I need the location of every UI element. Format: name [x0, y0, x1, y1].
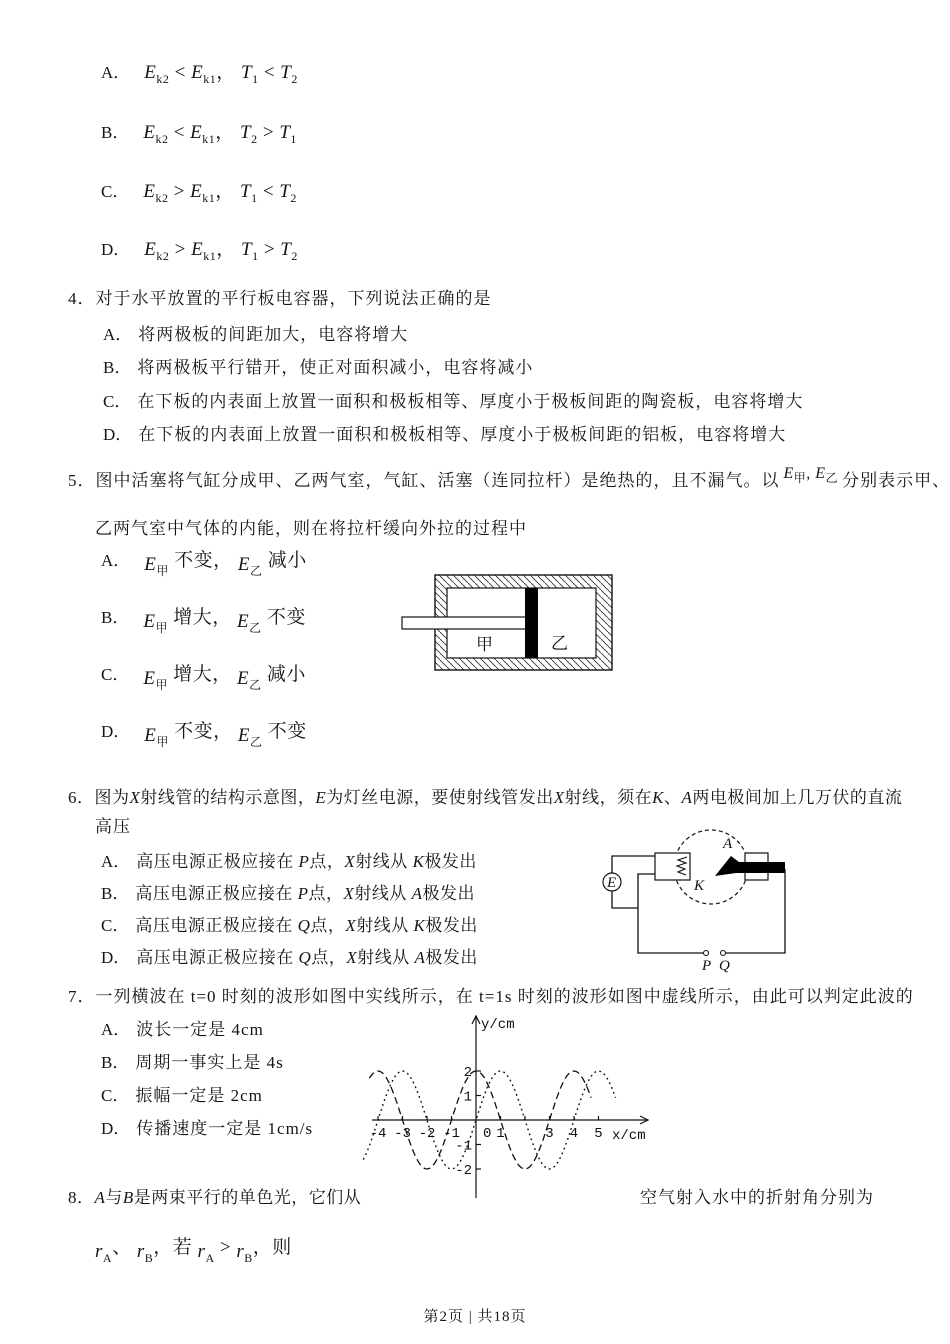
option-formula: $E_甲$ 增大， $E_乙$ 不变	[143, 607, 306, 635]
option-letter: C．	[103, 392, 132, 411]
option-letter: A．	[101, 551, 131, 570]
option-text: 将两极板平行错开，使正对面积减小，电容将减小	[137, 358, 534, 377]
q5-stem-line2: 乙两气室中气体的内能，则在将拉杆缓向外拉的过程中	[95, 519, 527, 538]
option-letter: D．	[101, 722, 131, 741]
option-formula: $E_甲$ 不变， $E_乙$ 减小	[144, 550, 307, 578]
option-letter: B．	[101, 123, 130, 142]
q7-option-d	[101, 1118, 313, 1140]
option-letter: A．	[101, 852, 131, 871]
pull-rod	[402, 617, 526, 629]
option-letter: C．	[101, 1086, 130, 1105]
label-terminal-q: Q	[719, 958, 730, 974]
option-letter: A．	[101, 63, 131, 82]
q3-option-d	[101, 239, 298, 261]
option-letter: A．	[101, 1020, 131, 1039]
terminal-q	[721, 951, 726, 956]
q7-stem: 7．一列横波在 t=0 时刻的波形如图中实线所示，在 t=1s 时刻的波形如图中虚线所示，由此可以判定此波的	[68, 987, 914, 1006]
x-tick-label: 3	[545, 1126, 554, 1142]
q3-option-c	[101, 181, 297, 203]
q5-option-b	[101, 607, 306, 635]
option-text: 将两极板的间距加大，电容将增大	[138, 325, 409, 344]
label-cathode: K	[694, 878, 705, 894]
y-tick-label: 2	[463, 1065, 472, 1081]
option-formula: 高压电源正极应接在 Q点，X射线从 A极发出	[136, 948, 478, 967]
option-formula: $E_{k2} > E_{k1}$， $T_1 < T_2$	[143, 181, 297, 205]
xray-tube-diagram	[595, 812, 895, 977]
option-letter: D．	[101, 1119, 131, 1138]
y-tick-label: -2	[455, 1163, 472, 1179]
q8-stem-text-left: 8．A与B是两束平行的单色光，它们从	[68, 1188, 362, 1207]
option-letter: A．	[103, 325, 133, 344]
chamber-label-right: 乙	[551, 634, 568, 653]
option-letter: B．	[101, 1053, 130, 1072]
option-text: 在下板的内表面上放置一面积和极板相等、厚度小于极板间距的陶瓷板，电容将增大	[137, 392, 804, 411]
q8-stem-right: 空气射入水中的折射角分别为	[640, 1188, 874, 1207]
x-tick-label: -3	[394, 1126, 411, 1142]
q8-stem-left	[68, 1187, 361, 1209]
q6-option-c	[101, 915, 478, 937]
option-formula: $E_{k2} < E_{k1}$， $T_2 > T_1$	[143, 122, 297, 146]
terminal-p	[704, 951, 709, 956]
q7-option-b	[101, 1052, 284, 1074]
q8-formula: $r_A$、 $r_B$，若 $r_A > r_B$，则	[95, 1237, 292, 1265]
x-tick-label: -1	[443, 1126, 460, 1142]
q6-stem-line2: 高压	[95, 817, 131, 836]
option-formula: $E_甲$ 不变， $E_乙$ 不变	[144, 721, 307, 749]
x-tick-label: 1	[496, 1126, 505, 1142]
option-formula: 高压电源正极应接在 Q点，X射线从 K极发出	[135, 916, 478, 935]
option-formula: 高压电源正极应接在 P点，X射线从 K极发出	[136, 852, 477, 871]
y-tick-label: 1	[463, 1089, 472, 1106]
label-terminal-p: P	[702, 958, 712, 974]
option-letter: B．	[101, 884, 130, 903]
option-formula: $E_甲$ 增大， $E_乙$ 减小	[143, 664, 306, 692]
option-text: 振幅一定是 2cm	[135, 1086, 263, 1105]
wire-anode-lead	[726, 869, 785, 953]
wire-filament-top	[612, 856, 655, 873]
x-tick-label: 5	[594, 1126, 603, 1142]
option-letter: B．	[103, 358, 132, 377]
q7-option-a	[101, 1019, 264, 1041]
option-formula: 高压电源正极应接在 P点，X射线从 A极发出	[135, 884, 476, 903]
q6-option-a	[101, 851, 477, 873]
q4-option-b	[103, 357, 533, 379]
q3-option-a	[101, 62, 298, 84]
option-letter: C．	[101, 665, 130, 684]
q4-stem: 4．对于水平放置的平行板电容器，下列说法正确的是	[68, 289, 492, 308]
y-axis-label: y/cm	[481, 1017, 515, 1033]
option-formula: $E_{k2} < E_{k1}$， $T_1 < T_2$	[144, 62, 298, 86]
q6-stem-line1	[68, 787, 902, 809]
q5-stem-line1	[68, 465, 950, 493]
label-filament-source: E	[607, 875, 617, 891]
q7-option-c	[101, 1085, 263, 1107]
option-formula: $E_{k2} > E_{k1}$， $T_1 > T_2$	[144, 239, 298, 263]
piston	[525, 588, 538, 658]
q6-stem-text: 6．图为X射线管的结构示意图，E为灯丝电源，要使射线管发出X射线，须在K、A两电极间加上几万伏的直流	[68, 788, 903, 807]
x-tick-label: 0	[483, 1126, 492, 1142]
x-tick-label: -2	[418, 1126, 436, 1142]
option-letter: C．	[101, 916, 130, 935]
y-tick-label: -1	[455, 1138, 472, 1155]
option-text: 传播速度一定是 1cm/s	[136, 1119, 314, 1138]
option-text: 波长一定是 4cm	[136, 1020, 264, 1039]
label-anode: A	[723, 836, 733, 852]
x-axis-label: x/cm	[612, 1128, 646, 1144]
cathode-sleeve	[655, 853, 690, 880]
q5-stem-pre: 5．图中活塞将气缸分成甲、乙两气室，气缸、活塞（连同拉杆）是绝热的，且不漏气。以	[68, 471, 780, 490]
x-tick-label: 4	[569, 1126, 579, 1142]
q5-option-a	[101, 550, 307, 578]
q3-option-b	[101, 122, 297, 144]
q5-stem-post: 分别表示甲、	[842, 471, 950, 490]
page-footer: 第2页 | 共18页	[423, 1309, 527, 1325]
q4-option-a	[103, 324, 408, 346]
wave-chart	[360, 1008, 660, 1203]
q4-option-c	[103, 391, 803, 413]
option-letter: C．	[101, 182, 130, 201]
x-tick-label: -4	[369, 1126, 387, 1142]
chamber-label-left: 甲	[476, 635, 493, 654]
option-letter: B．	[101, 608, 130, 627]
q5-stem-formula: $E_甲$, $E_乙$	[783, 465, 839, 486]
q5-option-c	[101, 664, 306, 692]
option-letter: D．	[101, 948, 131, 967]
q6-option-b	[101, 883, 475, 905]
option-text: 在下板的内表面上放置一面积和极板相等、厚度小于极板间距的铝板，电容将增大	[138, 425, 787, 444]
q5-option-d	[101, 721, 307, 749]
piston-cylinder-diagram	[398, 562, 628, 680]
option-letter: D．	[101, 240, 131, 259]
q6-option-d	[101, 947, 478, 969]
q4-option-d	[103, 424, 786, 446]
option-letter: D．	[103, 425, 133, 444]
wire-filament-bottom	[612, 891, 638, 908]
q8-stem-line2	[95, 1237, 292, 1265]
option-text: 周期一事实上是 4s	[135, 1053, 284, 1072]
